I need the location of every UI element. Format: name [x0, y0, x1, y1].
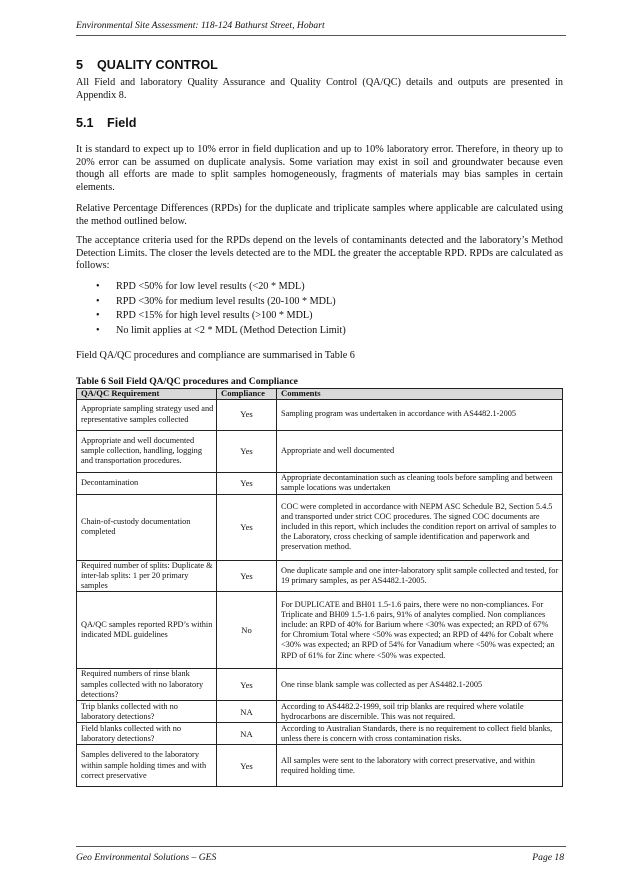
comment-cell: COC were completed in accordance with NEPM ASC Schedule B2, Section 5.4.5 and transported under strict COC procedures. The signed COC documents are included in this report, which includes the condition report on arrival of samples to the Laboratory, cross checking of sample identification and paperwork and preservation method.	[277, 494, 563, 560]
table-header-row	[77, 389, 563, 400]
section-title: QUALITY CONTROL	[97, 58, 218, 72]
comment-cell: According to AS4482.2-1999, soil trip blanks are required where volatile hydrocarbons are discernible. This was not required.	[277, 701, 563, 723]
page-number: Page 18	[532, 852, 564, 863]
list-item: • No limit applies at <2 * MDL (Method Detection Limit)	[94, 324, 346, 339]
comment-cell: All samples were sent to the laboratory with correct preservative, and within required holding time.	[277, 745, 563, 787]
list-item: • RPD <30% for medium level results (20-100 * MDL)	[94, 295, 346, 310]
comment-cell: Sampling program was undertaken in accordance with AS4482.1-2005	[277, 399, 563, 430]
table-row	[77, 399, 563, 430]
footer-company: Geo Environmental Solutions – GES	[76, 852, 217, 863]
table-row	[77, 669, 563, 701]
comment-cell: One rinse blank sample was collected as per AS4482.1-2005	[277, 669, 563, 701]
header-comments: Comments	[277, 389, 563, 400]
running-header: Environmental Site Assessment: 118-124 Bathurst Street, Hobart	[76, 20, 325, 31]
comment-cell: Appropriate decontamination such as cleaning tools before sampling and between sample locations was undertaken	[277, 472, 563, 494]
table-row	[77, 560, 563, 592]
header-compliance: Compliance	[217, 389, 277, 400]
comment-cell: According to Australian Standards, there is no requirement to collect field blanks, unless there is concern with cross contamination risks.	[277, 723, 563, 745]
section-intro: All Field and laboratory Quality Assurance and Quality Control (QA/QC) details and outputs are presented in Appendix 8.	[76, 77, 563, 101]
table-row	[77, 745, 563, 787]
compliance-cell: Yes	[217, 494, 277, 560]
qaqc-table	[76, 388, 563, 787]
paragraph-error-expectation: It is standard to expect up to 10% error in field duplication and up to 10% laboratory error. Therefore, in theory up to 20% error can be assumed on duplicate analysis. Some variation may exist in soil and groundwater because even though all efforts are made to split samples homogeneously, fragments of materials may bias samples in certain elements.	[76, 144, 563, 193]
table-caption: Table 6 Soil Field QA/QC procedures and Compliance	[76, 376, 298, 387]
list-item: • RPD <50% for low level results (<20 * MDL)	[94, 280, 346, 295]
compliance-cell: NA	[217, 723, 277, 745]
paragraph-acceptance-criteria: The acceptance criteria used for the RPDs depend on the levels of contaminants detected and the laboratory’s Method Detection Limits. The closer the levels detected are to the MDL the greater the acceptable RPD. RPDs are calculated as follows:	[76, 235, 563, 272]
table-row	[77, 430, 563, 472]
compliance-cell: Yes	[217, 399, 277, 430]
table-row	[77, 494, 563, 560]
compliance-cell: Yes	[217, 472, 277, 494]
requirement-cell: Samples delivered to the laboratory within sample holding times and with correct preservative	[77, 745, 217, 787]
comment-cell: Appropriate and well documented	[277, 430, 563, 472]
table-row	[77, 472, 563, 494]
subsection-number: 5.1	[76, 116, 94, 130]
compliance-cell: Yes	[217, 560, 277, 592]
table-reference: Field QA/QC procedures and compliance are summarised in Table 6	[76, 350, 355, 361]
compliance-cell: Yes	[217, 430, 277, 472]
table-row	[77, 723, 563, 745]
footer-rule	[76, 846, 566, 847]
requirement-cell: Appropriate and well documented sample collection, handling, logging and transportation procedures.	[77, 430, 217, 472]
section-number: 5	[76, 58, 84, 72]
header-rule	[76, 35, 566, 36]
comment-cell: For DUPLICATE and BH01 1.5-1.6 pairs, there were no non-compliances. For Triplicate and BH09 1.5-1.6 pairs, 91% of analytes complied. Non compliances include: an RPD of 40% for Barium where <30% was expected; an RPD of 67% for Chromium Total where <50% was expected; an RPD of 44% for Cobalt where <30% was expected; an RPD of 54% for Vanadium where <50% was expected; an RPD of 61% for Zinc where <50% was expected.	[277, 592, 563, 669]
compliance-cell: NA	[217, 701, 277, 723]
section-heading	[76, 58, 218, 72]
subsection-title: Field	[107, 116, 137, 130]
requirement-cell: Chain-of-custody documentation completed	[77, 494, 217, 560]
requirement-cell: QA/QC samples reported RPD’s within indicated MDL guidelines	[77, 592, 217, 669]
header-requirement: QA/QC Requirement	[77, 389, 217, 400]
requirement-cell: Trip blanks collected with no laboratory detections?	[77, 701, 217, 723]
comment-cell: One duplicate sample and one inter-laboratory split sample collected and tested, for 19 primary samples, as per AS4482.1-2005.	[277, 560, 563, 592]
compliance-cell: Yes	[217, 669, 277, 701]
requirement-cell: Field blanks collected with no laboratory detections?	[77, 723, 217, 745]
compliance-cell: Yes	[217, 745, 277, 787]
requirement-cell: Appropriate sampling strategy used and representative samples collected	[77, 399, 217, 430]
requirement-cell: Required numbers of rinse blank samples collected with no laboratory detections?	[77, 669, 217, 701]
rpd-criteria-list	[94, 280, 346, 338]
paragraph-rpd-method: Relative Percentage Differences (RPDs) for the duplicate and triplicate samples where applicable are calculated using the method outlined below.	[76, 203, 563, 227]
table-row	[77, 701, 563, 723]
compliance-cell: No	[217, 592, 277, 669]
requirement-cell: Required number of splits: Duplicate & inter-lab splits: 1 per 20 primary samples	[77, 560, 217, 592]
subsection-heading	[76, 116, 136, 130]
table-row	[77, 592, 563, 669]
requirement-cell: Decontamination	[77, 472, 217, 494]
list-item: • RPD <15% for high level results (>100 * MDL)	[94, 309, 346, 324]
